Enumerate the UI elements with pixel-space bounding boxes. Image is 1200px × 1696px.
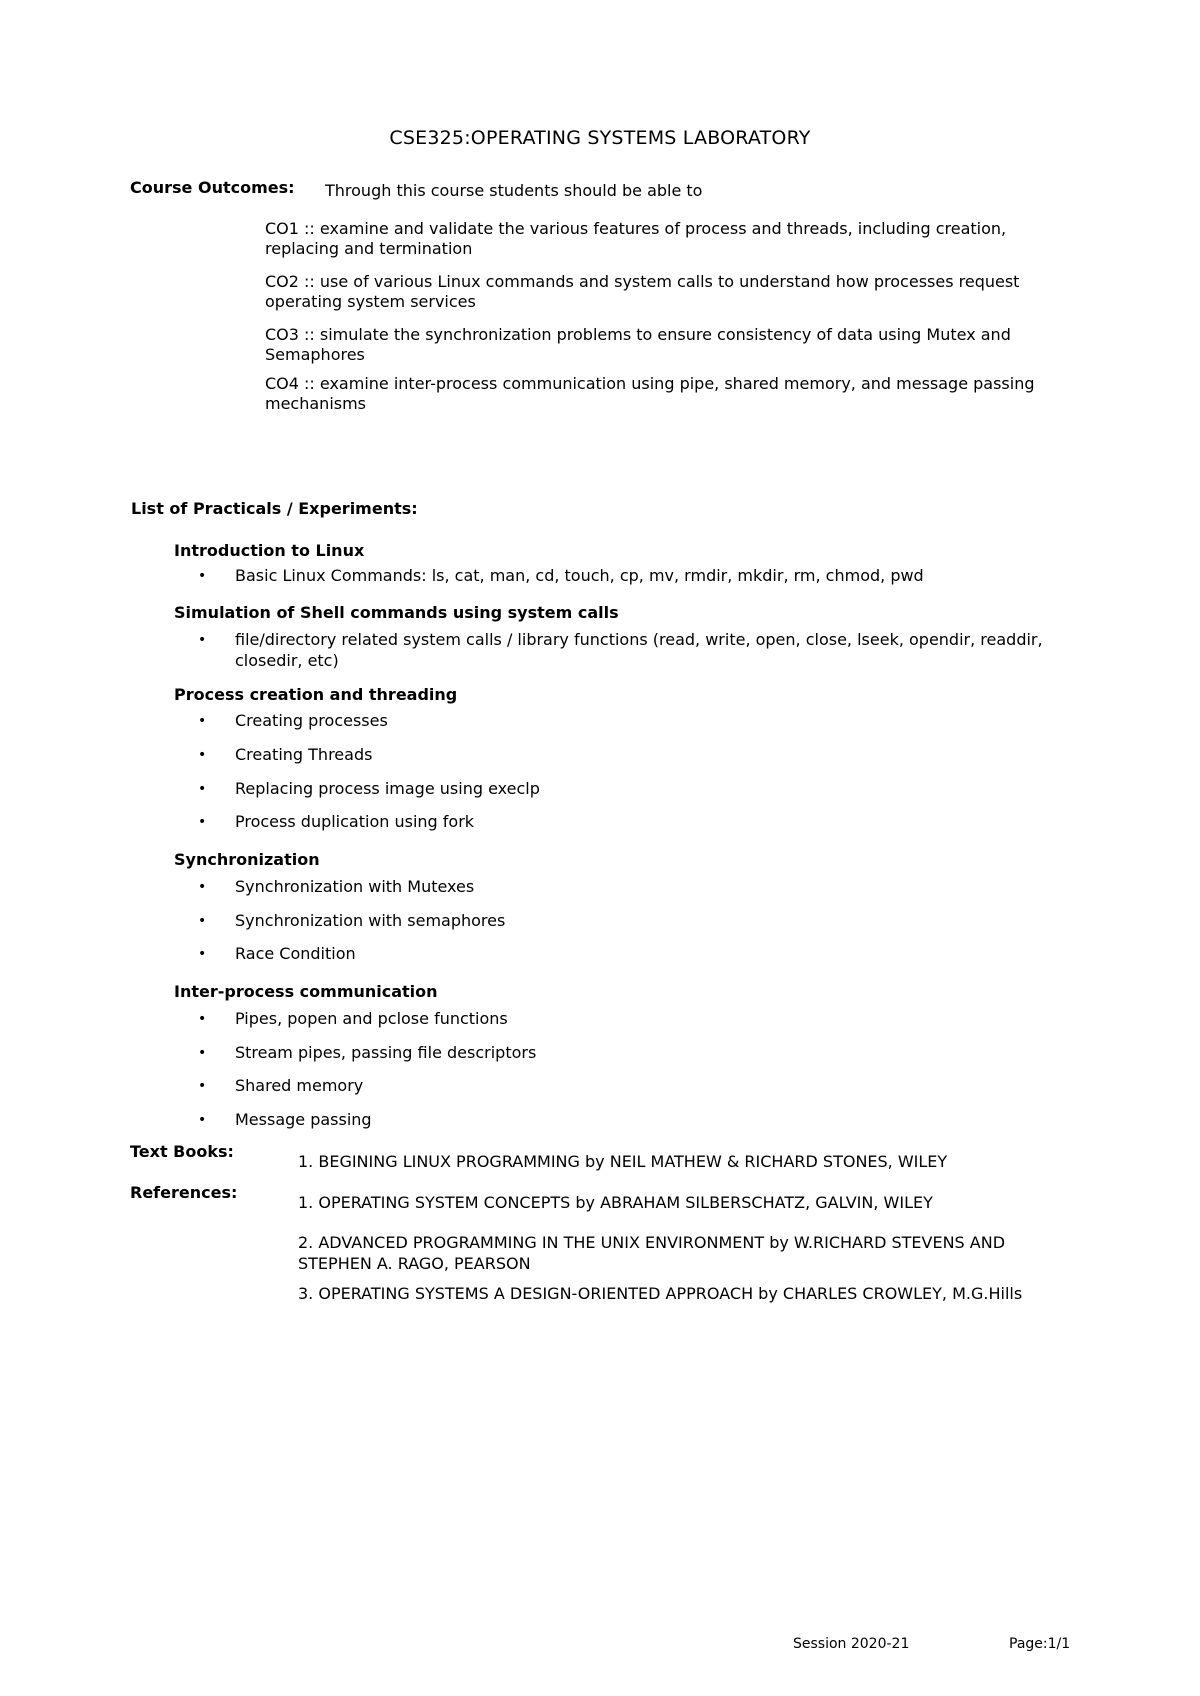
list-item: Creating processes: [235, 711, 388, 730]
course-outcome-item: CO3 :: simulate the synchronization problems to ensure consistency of data using Mutex and Semaphores: [265, 325, 1011, 364]
course-outcome-item: CO1 :: examine and validate the various features of process and threads, including creation, replacing and termination: [265, 219, 1007, 258]
practicals-label: List of Practicals / Experiments:: [131, 499, 418, 518]
course-outcome-item: CO4 :: examine inter-process communication using pipe, shared memory, and message passing mechanisms: [265, 374, 1035, 413]
section-title: Inter-process communication: [174, 982, 438, 1001]
bullet-icon: •: [198, 814, 207, 830]
bullet-icon: •: [198, 913, 207, 929]
section-title: Introduction to Linux: [174, 541, 365, 560]
list-item: Creating Threads: [235, 745, 373, 764]
section-title: Process creation and threading: [174, 685, 458, 704]
reference-item: 3. OPERATING SYSTEMS A DESIGN-ORIENTED APPROACH by CHARLES CROWLEY, M.G.Hills: [298, 1284, 1023, 1303]
footer-page-number: Page:1/1: [1009, 1636, 1071, 1652]
reference-item: 1. OPERATING SYSTEM CONCEPTS by ABRAHAM SILBERSCHATZ, GALVIN, WILEY: [298, 1193, 933, 1212]
list-item: Process duplication using fork: [235, 812, 475, 831]
text-book-item: 1. BEGINING LINUX PROGRAMMING by NEIL MATHEW & RICHARD STONES, WILEY: [298, 1152, 948, 1171]
bullet-icon: •: [198, 879, 207, 895]
bullet-icon: •: [198, 781, 207, 797]
footer-session: Session 2020-21: [793, 1636, 910, 1652]
bullet-icon: •: [198, 946, 207, 962]
course-outcomes-intro: Through this course students should be able to: [325, 181, 703, 200]
bullet-icon: •: [198, 1011, 207, 1027]
bullet-icon: •: [198, 632, 207, 648]
references-label: References:: [130, 1183, 238, 1202]
list-item: Shared memory: [235, 1076, 364, 1095]
section-title: Simulation of Shell commands using system calls: [174, 603, 619, 622]
section-title: Synchronization: [174, 850, 320, 869]
bullet-icon: •: [198, 1045, 207, 1061]
page-title: CSE325:OPERATING SYSTEMS LABORATORY: [389, 127, 811, 149]
list-item: Message passing: [235, 1110, 372, 1129]
bullet-icon: •: [198, 568, 207, 584]
list-item: Replacing process image using execlp: [235, 779, 540, 798]
bullet-icon: •: [198, 1112, 207, 1128]
course-outcomes-label: Course Outcomes:: [130, 178, 295, 197]
reference-item: 2. ADVANCED PROGRAMMING IN THE UNIX ENVIRONMENT by W.RICHARD STEVENS AND STEPHEN A. RAGO, PEARSON: [298, 1233, 1006, 1273]
text-books-label: Text Books:: [130, 1142, 234, 1161]
list-item: Stream pipes, passing file descriptors: [235, 1043, 537, 1062]
bullet-icon: •: [198, 713, 207, 729]
list-item: Pipes, popen and pclose functions: [235, 1009, 508, 1028]
bullet-icon: •: [198, 747, 207, 763]
list-item: Synchronization with Mutexes: [235, 877, 475, 896]
list-item: file/directory related system calls / library functions (read, write, open, close, lseek, opendir, readdir, closedir, etc): [235, 630, 1043, 670]
list-item: Basic Linux Commands: ls, cat, man, cd, touch, cp, mv, rmdir, mkdir, rm, chmod, pwd: [235, 566, 924, 585]
bullet-icon: •: [198, 1078, 207, 1094]
list-item: Race Condition: [235, 944, 356, 963]
course-outcome-item: CO2 :: use of various Linux commands and system calls to understand how processes request operating system services: [265, 272, 1020, 311]
list-item: Synchronization with semaphores: [235, 911, 506, 930]
